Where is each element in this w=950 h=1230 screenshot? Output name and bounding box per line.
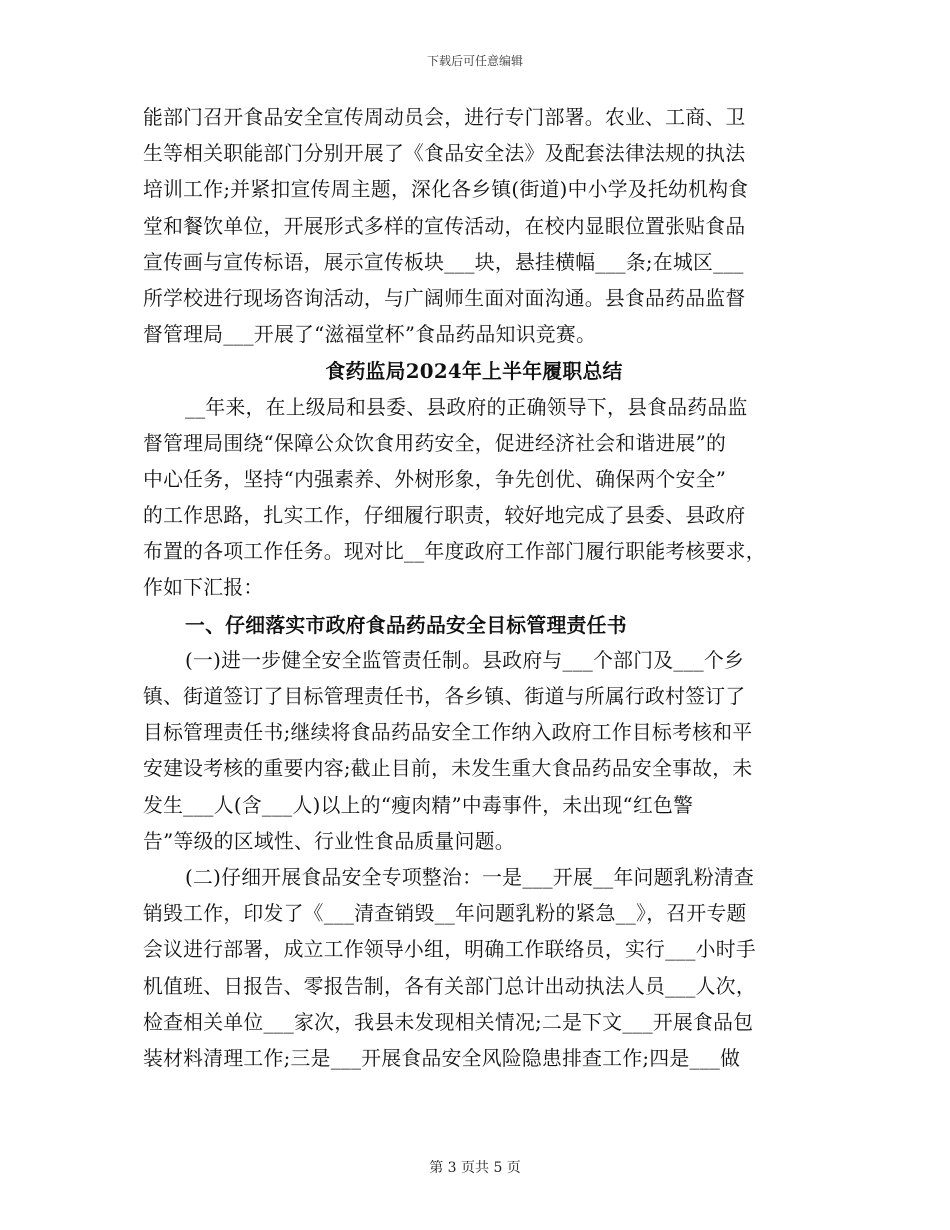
paragraph-line: 机值班、日报告、零报告制，各有关部门总计出动执法人员___人次， (143, 974, 756, 998)
paragraph-line: 布置的各项工作任务。现对比__年度政府工作部门履行职能考核要求， (143, 540, 766, 564)
paragraph-line: 装材料清理工作;三是___开展食品安全风险隐患排查工作;四是___做 (143, 1046, 741, 1070)
paragraph-line: 会议进行部署，成立工作领导小组，明确工作联络员，实行___小时手 (143, 938, 756, 962)
paragraph-line: 所学校进行现场咨询活动，与广阔师生面对面沟通。县食品药品监督 (143, 286, 746, 310)
page-header: 下载后可任意编辑 (426, 54, 523, 68)
paragraph-line: 目标管理责任书;继续将食品药品安全工作纳入政府工作目标考核和平 (143, 721, 753, 745)
document-title: 食药监局2024年上半年履职总结 (325, 359, 623, 384)
paragraph-line: 告”等级的区域性、行业性食品质量问题。 (143, 829, 515, 853)
paragraph-line: 安建设考核的重要内容;截止目前，未发生重大食品药品安全事故，未 (143, 757, 753, 781)
paragraph-line: 作如下汇报： (143, 576, 264, 600)
page-footer: 第 3 页共 5 页 (429, 1160, 521, 1176)
paragraph-line: 督管理局___开展了“滋福堂杯”食品药品知识竞赛。 (143, 323, 597, 347)
paragraph-line: 检查相关单位___家次，我县未发现相关情况;二是下文___开展食品包 (143, 1010, 754, 1034)
paragraph-line: 中心任务，坚持“内强素养、外树形象，争先创优、确保两个安全” (143, 467, 727, 491)
paragraph-line: 发生___人(含___人)以上的“瘦肉精”中毒事件，未出现“红色警 (143, 793, 694, 817)
paragraph-line: (二)仔细开展食品安全专项整治：一是___开展__年问题乳粉清查 (185, 865, 755, 889)
paragraph-line: 培训工作;并紧扣宣传周主题，深化各乡镇(街道)中小学及托幼机构食 (143, 178, 749, 202)
paragraph-line: 堂和餐饮单位，开展形式多样的宣传活动，在校内显眼位置张贴食品 (143, 214, 746, 238)
document-body (143, 100, 805, 1077)
paragraph-line: 宣传画与宣传标语，展示宣传板块___块，悬挂横幅___条;在城区___ (143, 250, 744, 274)
paragraph-line: 能部门召开食品安全宣传周动员会，进行专门部署。农业、工商、卫 (143, 106, 746, 129)
paragraph-line: 销毁工作，印发了《___清查销毁__年问题乳粉的紧急__》，召开专题 (143, 902, 747, 926)
section-heading: 一、仔细落实市政府食品药品安全目标管理责任书 (185, 612, 627, 637)
paragraph-line: 督管理局围绕“保障公众饮食用药安全，促进经济社会和谐进展”的 (143, 431, 727, 455)
paragraph-line: 镇、街道签订了目标管理责任书，各乡镇、街道与所属行政村签订了 (143, 685, 746, 708)
paragraph-line: 的工作思路，扎实工作，仔细履行职责，较好地完成了县委、县政府 (143, 504, 746, 528)
paragraph-line: 生等相关职能部门分别开展了《食品安全法》及配套法律法规的执法 (143, 142, 746, 166)
paragraph-line: __年来，在上级局和县委、县政府的正确领导下，县食品药品监 (185, 395, 748, 419)
paragraph-line: (一)进一步健全安全监管责任制。县政府与___个部门及___个乡 (185, 648, 745, 672)
